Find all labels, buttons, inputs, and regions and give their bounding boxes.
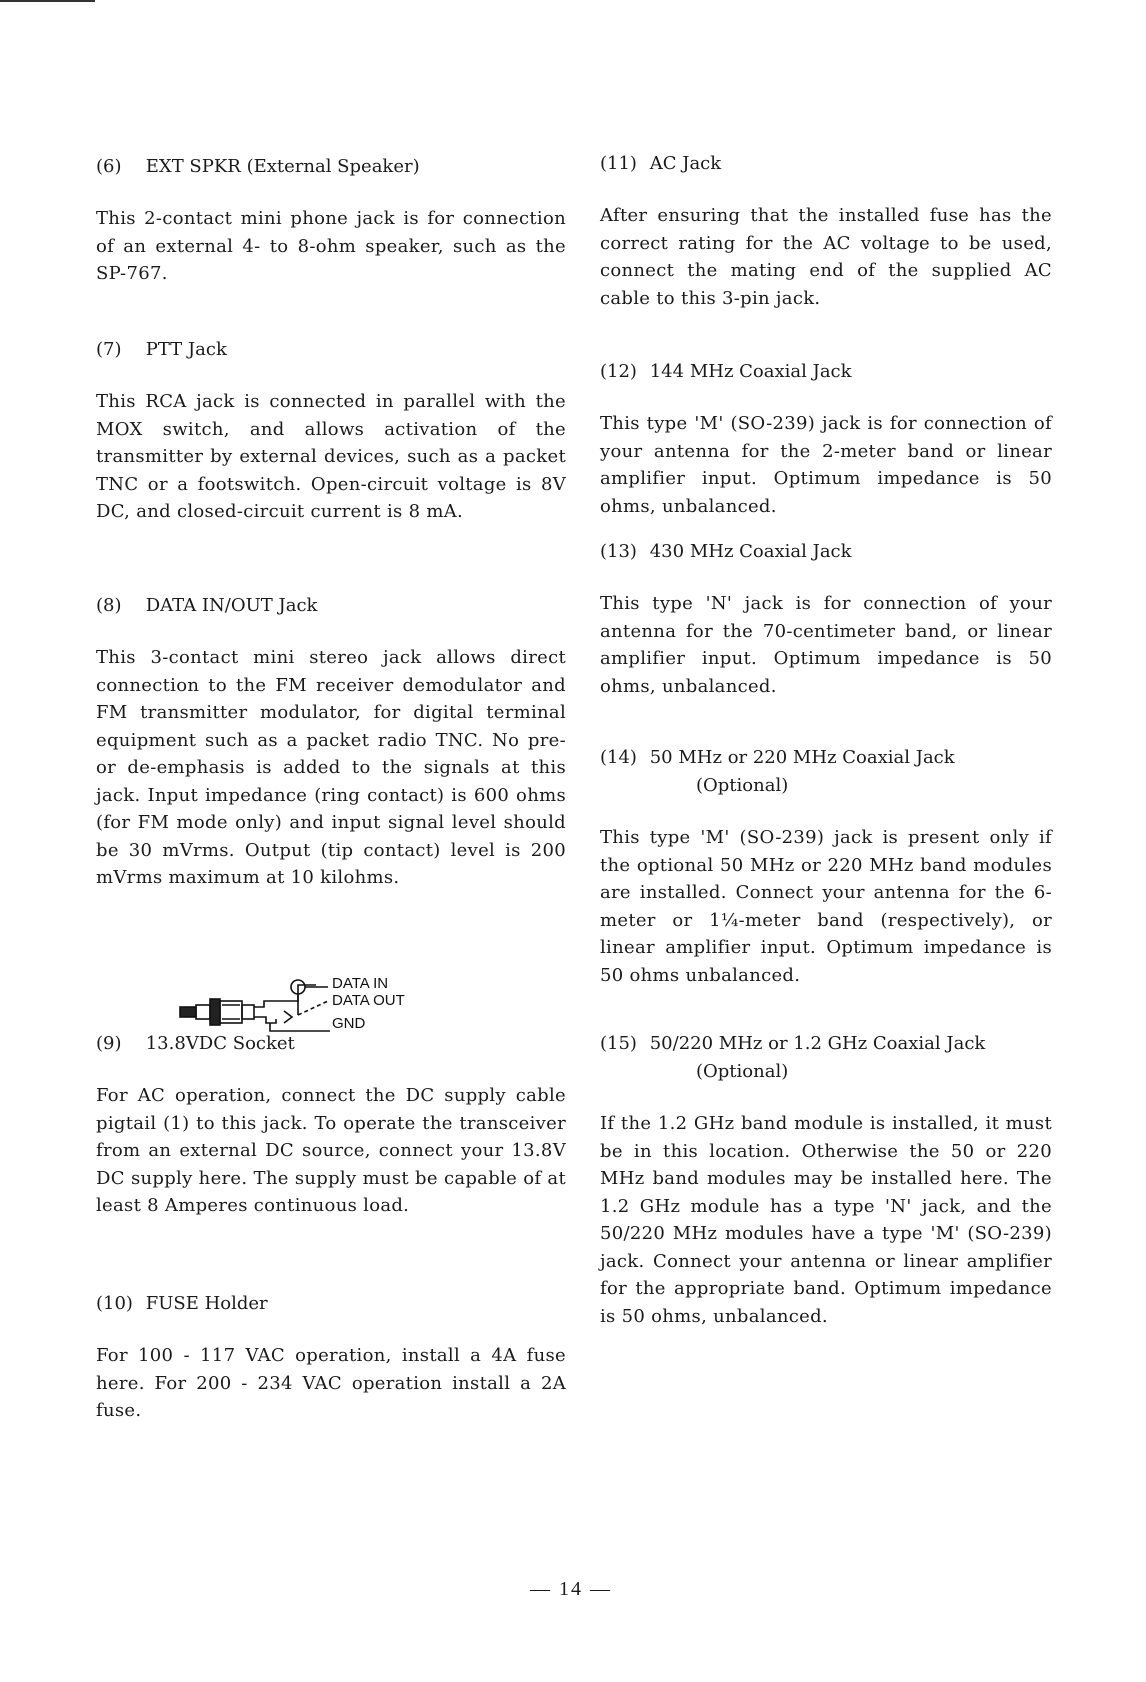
section-number: (12) xyxy=(600,361,637,382)
section-ext-spkr xyxy=(96,153,566,288)
section-number: (14) xyxy=(600,747,637,768)
section-fuse-holder xyxy=(96,1290,566,1425)
section-data-in-out-jack xyxy=(96,592,566,892)
section-body: For AC operation, connect the DC supply cable pigtail (1) to this jack. To operate the transceiver from an external DC source, connect your 13.8V DC supply here. The supply must be capable of at least 8 Amperes continuous load. xyxy=(96,1085,566,1216)
section-144mhz-coaxial-jack xyxy=(600,358,1052,520)
section-heading xyxy=(600,1030,1052,1086)
section-13-8vdc-socket xyxy=(96,1030,566,1220)
section-title: 50 MHz or 220 MHz Coaxial Jack xyxy=(649,747,955,768)
section-body: This 2-contact mini phone jack is for connection of an external 4- to 8-ohm speaker, such as the SP-767. xyxy=(96,208,566,284)
diagram-label-data-in: DATA IN xyxy=(332,975,389,992)
page-number: — 14 — xyxy=(530,1578,612,1600)
section-title: AC Jack xyxy=(649,153,722,174)
section-title: PTT Jack xyxy=(145,339,227,360)
section-heading xyxy=(96,1290,566,1318)
section-number: (8) xyxy=(96,595,122,616)
section-subtitle: (Optional) xyxy=(696,1061,789,1082)
section-title: 430 MHz Coaxial Jack xyxy=(649,541,852,562)
section-body: If the 1.2 GHz band module is installed, it must be in this location. Otherwise the 50 or 220 MHz band modules may be installed here. The 1.2 GHz module has a type 'N' jack, and the 50/220 MHz modules have a type 'M' (SO-239) jack. Connect your antenna or linear amplifier for the appropriate band. Optimum impedance is 50 ohms, unbalanced. xyxy=(600,1113,1052,1327)
stereo-plug-icon xyxy=(80,975,330,1045)
section-body: This type 'M' (SO-239) jack is present only if the optional 50 MHz or 220 MHz band modules are installed. Connect your antenna for the 6-meter or 1¼-meter band (respectively), or linear amplifier input. Optimum impedance is 50 ohms unbalanced. xyxy=(600,827,1052,986)
section-number: (6) xyxy=(96,156,122,177)
diagram-label-data-out: DATA OUT xyxy=(332,992,405,1009)
section-heading xyxy=(600,538,1052,566)
section-body: This type 'M' (SO-239) jack is for connection of your antenna for the 2-meter band or linear amplifier input. Optimum impedance is 50 ohms, unbalanced. xyxy=(600,413,1052,517)
section-title: DATA IN/OUT Jack xyxy=(145,595,318,616)
section-subtitle: (Optional) xyxy=(696,775,789,796)
section-number: (7) xyxy=(96,339,122,360)
section-heading xyxy=(600,150,1052,178)
section-body: This 3-contact mini stereo jack allows direct connection to the FM receiver demodulator and FM transmitter modulator, for digital terminal equipment such as a packet radio TNC. No pre- or de-emphasis is added to the signals at this jack. Input impedance (ring contact) is 600 ohms (for FM mode only) and input signal level should be 30 mVrms. Output (tip contact) level is 200 mVrms maximum at 10 kilohms. xyxy=(96,647,566,888)
stereo-plug-diagram xyxy=(80,975,440,1045)
section-ac-jack xyxy=(600,150,1052,312)
top-rule xyxy=(0,0,95,2)
section-title: 144 MHz Coaxial Jack xyxy=(649,361,852,382)
section-body: This type 'N' jack is for connection of your antenna for the 70-centimeter band, or linear amplifier input. Optimum impedance is 50 ohms, unbalanced. xyxy=(600,593,1052,697)
section-title: 13.8VDC Socket xyxy=(145,1033,295,1054)
section-body: After ensuring that the installed fuse has the correct rating for the AC voltage to be used, connect the mating end of the supplied AC cable to this 3-pin jack. xyxy=(600,205,1052,309)
section-title: FUSE Holder xyxy=(145,1293,268,1314)
section-title: 50/220 MHz or 1.2 GHz Coaxial Jack xyxy=(649,1033,986,1054)
section-title: EXT SPKR (External Speaker) xyxy=(145,156,420,177)
section-heading xyxy=(600,744,1052,800)
section-50-220mhz-coaxial-jack xyxy=(600,744,1052,989)
section-heading xyxy=(96,153,566,181)
diagram-label-gnd: GND xyxy=(332,1015,366,1032)
section-number: (9) xyxy=(96,1033,122,1054)
section-body: For 100 - 117 VAC operation, install a 4A fuse here. For 200 - 234 VAC operation install a 2A fuse. xyxy=(96,1345,566,1421)
section-heading xyxy=(96,336,566,364)
section-50-220mhz-1-2ghz-coaxial-jack xyxy=(600,1030,1052,1330)
section-heading xyxy=(600,358,1052,386)
section-ptt-jack xyxy=(96,336,566,526)
section-number: (10) xyxy=(96,1293,133,1314)
section-number: (15) xyxy=(600,1033,637,1054)
section-number: (11) xyxy=(600,153,637,174)
section-body: This RCA jack is connected in parallel with the MOX switch, and allows activation of the transmitter by external devices, such as a packet TNC or a footswitch. Open-circuit voltage is 8V DC, and closed-circuit current is 8 mA. xyxy=(96,391,566,522)
section-number: (13) xyxy=(600,541,637,562)
section-430mhz-coaxial-jack xyxy=(600,538,1052,700)
section-heading xyxy=(96,592,566,620)
